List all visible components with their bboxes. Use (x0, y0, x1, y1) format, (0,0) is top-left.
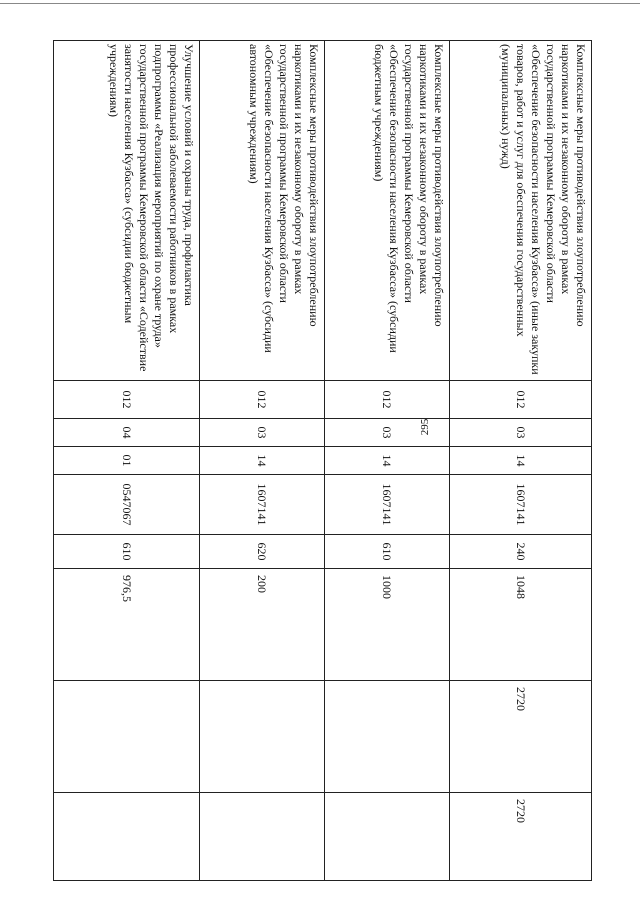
amount-2 (200, 681, 325, 793)
row-description: Улучшение условий и охраны труда, профилактика профессиональной заболеваемости работников в рамках подпрограммы «Реализация мероприятий по охране труда» государственной программы Кемеровской области «Содействие занятости населения Кузбасса» (субсидии бюджетным учреждениям) (54, 41, 200, 381)
amount-3 (54, 793, 200, 881)
amount-3 (200, 793, 325, 881)
table-row (54, 41, 200, 881)
amount-2 (325, 681, 450, 793)
section-code: 03 (450, 419, 592, 447)
table-row (200, 41, 325, 881)
amount-3: 2720 (450, 793, 592, 881)
admin-code: 012 (325, 381, 450, 419)
amount-1: 976,5 (54, 569, 200, 681)
budget-table-rotated (54, 40, 592, 880)
row-description: Комплексные меры противодействия злоупотреблению наркотиками и их незаконному обороту в рамках государственной программы Кемеровской области «Обеспечение безопасности населения Кузбасса» (иные закупки товаров, работ и услуг для обеспечения государственных (муниципальных) нужд) (450, 41, 592, 381)
section-code: 04 (54, 419, 200, 447)
target-code: 1607141 (200, 475, 325, 535)
admin-code: 012 (450, 381, 592, 419)
row-description: Комплексные меры противодействия злоупотреблению наркотиками и их незаконному обороту в рамках государственной программы Кемеровской области «Обеспечение безопасности населения Кузбасса» (субсидии бюджетным учреждениям) (325, 41, 450, 381)
expense-type-code: 610 (54, 535, 200, 569)
expense-type-code: 240 (450, 535, 592, 569)
admin-code: 012 (200, 381, 325, 419)
target-code: 1607141 (450, 475, 592, 535)
table-row (450, 41, 592, 881)
page-number: 295 (419, 418, 431, 436)
amount-1: 200 (200, 569, 325, 681)
amount-1: 1000 (325, 569, 450, 681)
section-code: 03 (200, 419, 325, 447)
admin-code: 012 (54, 381, 200, 419)
expense-type-code: 610 (325, 535, 450, 569)
amount-3 (325, 793, 450, 881)
amount-1: 1048 (450, 569, 592, 681)
amount-2: 2720 (450, 681, 592, 793)
table-row (325, 41, 450, 881)
section-code: 03 (325, 419, 450, 447)
subsection-code: 14 (325, 447, 450, 475)
amount-2 (54, 681, 200, 793)
subsection-code: 01 (54, 447, 200, 475)
budget-table (53, 40, 592, 881)
target-code: 1607141 (325, 475, 450, 535)
expense-type-code: 620 (200, 535, 325, 569)
target-code: 0547067 (54, 475, 200, 535)
row-description: Комплексные меры противодействия злоупотреблению наркотиками и их незаконному обороту в рамках государственной программы Кемеровской области «Обеспечение безопасности населения Кузбасса» (субсидии автономным учреждениям) (200, 41, 325, 381)
subsection-code: 14 (450, 447, 592, 475)
subsection-code: 14 (200, 447, 325, 475)
top-rule (0, 3, 640, 4)
